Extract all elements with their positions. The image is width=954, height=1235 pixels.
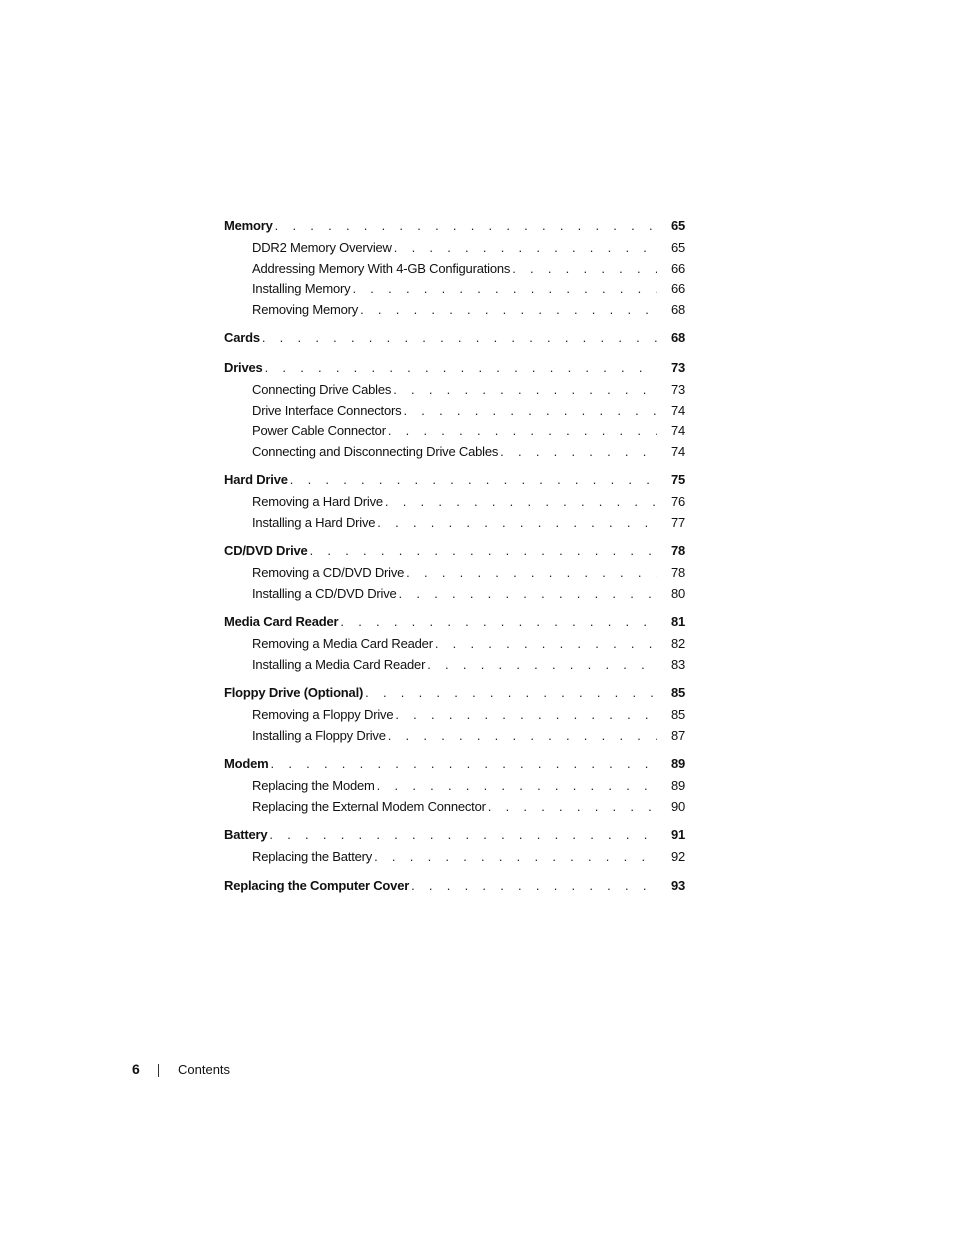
toc-subentry-page: 74 [670, 402, 685, 418]
toc-subentry-page: 73 [670, 382, 685, 397]
toc-subentry[interactable] [224, 281, 685, 302]
toc-entry-page: 85 [670, 685, 685, 700]
toc-subentry-title: Installing a Media Card Reader [252, 656, 426, 672]
dot-leader [310, 543, 657, 558]
toc-subentry[interactable] [224, 423, 685, 444]
dot-leader [275, 218, 657, 233]
toc-entry-page: 68 [670, 330, 685, 345]
toc-subentry[interactable] [224, 586, 685, 607]
toc-subentry-title: Replacing the Modem [252, 778, 375, 793]
toc-subentry[interactable] [224, 728, 685, 749]
toc-entry-media-card-reader[interactable] [224, 614, 685, 636]
toc-subentry[interactable] [224, 565, 685, 586]
toc-subentry-title: Installing a Hard Drive [252, 514, 376, 530]
dot-leader [262, 330, 657, 345]
toc-entry-modem[interactable] [224, 756, 685, 778]
dot-leader [500, 444, 657, 459]
toc-entry-title: Memory [224, 218, 273, 233]
toc-subentry-title: Replacing the Battery [252, 849, 373, 864]
toc-subentry-title: Removing Memory [252, 301, 359, 317]
toc-entry-title: Replacing the Computer Cover [224, 877, 410, 893]
toc-subentry[interactable] [224, 657, 685, 678]
dot-leader [435, 636, 657, 651]
toc-subentry-page: 80 [670, 585, 685, 601]
toc-subentry-page: 74 [670, 423, 685, 438]
toc-subentry[interactable] [224, 403, 685, 424]
dot-leader [388, 423, 657, 438]
toc-entry-page: 91 [670, 827, 685, 842]
toc-subentry-page: 83 [670, 656, 685, 672]
toc-subentry-title: Installing a Floppy Drive [252, 727, 386, 743]
toc-section [224, 878, 685, 900]
toc-entry-floppy-drive-optional[interactable] [224, 685, 685, 707]
toc-entry-page: 78 [670, 543, 685, 558]
toc-subentry-title: DDR2 Memory Overview [252, 240, 392, 255]
toc-entry-title: Hard Drive [224, 472, 288, 487]
toc-section [224, 218, 685, 322]
toc-subentry-title: Addressing Memory With 4-GB Configurations [252, 260, 511, 276]
toc-subentry-page: 77 [670, 514, 685, 530]
toc-entry-title: Cards [224, 330, 260, 345]
toc-subentry-page: 78 [670, 565, 685, 580]
toc-entry-page: 65 [670, 218, 685, 233]
dot-leader [290, 472, 657, 487]
toc-entry-battery[interactable] [224, 827, 685, 849]
dot-leader [377, 515, 657, 530]
dot-leader [411, 878, 657, 893]
toc-subentry-page: 85 [670, 707, 685, 722]
toc-subentry[interactable] [224, 261, 685, 282]
toc-entry-page: 73 [670, 360, 685, 375]
toc-subentry[interactable] [224, 240, 685, 261]
dot-leader [269, 827, 657, 842]
dot-leader [403, 403, 657, 418]
toc-section [224, 827, 685, 870]
footer-section-title: Contents [178, 1062, 231, 1077]
toc-subentry-page: 82 [670, 636, 685, 651]
toc-subentry[interactable] [224, 444, 685, 465]
toc-entry-title: Drives [224, 360, 263, 375]
toc-section [224, 360, 685, 464]
toc-subentry-title: Replacing the External Modem Connector [252, 798, 486, 814]
toc-section [224, 756, 685, 819]
dot-leader [352, 281, 657, 296]
toc-subentry-title: Connecting and Disconnecting Drive Cables [252, 443, 499, 459]
toc-entry-title: CD/DVD Drive [224, 543, 308, 558]
toc-subentry[interactable] [224, 302, 685, 323]
page-footer [132, 1061, 230, 1077]
toc-entry-memory[interactable] [224, 218, 685, 240]
toc-entry-page: 81 [670, 614, 685, 629]
toc-entry-cards[interactable] [224, 330, 685, 352]
toc-subentry-title: Installing a CD/DVD Drive [252, 585, 397, 601]
toc-subentry[interactable] [224, 494, 685, 515]
dot-leader [365, 685, 657, 700]
footer-divider [158, 1064, 159, 1077]
toc-subentry-page: 87 [670, 727, 685, 743]
dot-leader [406, 565, 657, 580]
footer-page-number: 6 [132, 1061, 140, 1077]
toc-subentry-page: 74 [670, 443, 685, 459]
toc-subentry-title: Removing a Hard Drive [252, 494, 383, 509]
dot-leader [394, 240, 657, 255]
toc-entry-hard-drive[interactable] [224, 472, 685, 494]
toc-section [224, 330, 685, 352]
toc-entry-page: 89 [670, 756, 685, 771]
toc-entry-cd-dvd-drive[interactable] [224, 543, 685, 565]
dot-leader [385, 494, 657, 509]
dot-leader [399, 586, 657, 601]
toc-entry-title: Modem [224, 756, 269, 771]
toc-subentry-page: 76 [670, 494, 685, 509]
dot-leader [265, 360, 657, 375]
toc-subentry[interactable] [224, 778, 685, 799]
toc-subentry[interactable] [224, 707, 685, 728]
toc-subentry-page: 89 [670, 778, 685, 793]
toc-section [224, 543, 685, 606]
toc-entry-title: Battery [224, 827, 268, 842]
toc-subentry-page: 66 [670, 260, 685, 276]
toc-entry-page: 75 [670, 472, 685, 487]
toc-subentry-title: Drive Interface Connectors [252, 402, 402, 418]
toc-section [224, 472, 685, 535]
toc-subentry-page: 66 [670, 281, 685, 296]
toc-subentry-page: 92 [670, 849, 685, 864]
toc-subentry-page: 65 [670, 240, 685, 255]
dot-leader [488, 799, 657, 814]
toc-entry-page: 93 [670, 877, 685, 893]
dot-leader [395, 707, 657, 722]
toc-subentry[interactable] [224, 849, 685, 870]
toc-subentry-title: Removing a Media Card Reader [252, 636, 433, 651]
dot-leader [512, 261, 657, 276]
toc-subentry-title: Removing a Floppy Drive [252, 707, 394, 722]
toc-subentry-title: Power Cable Connector [252, 423, 386, 438]
dot-leader [377, 778, 657, 793]
toc-entry-title: Floppy Drive (Optional) [224, 685, 364, 700]
dot-leader [340, 614, 657, 629]
toc-subentry[interactable] [224, 382, 685, 403]
toc-subentry-title: Connecting Drive Cables [252, 382, 392, 397]
toc-entry-replacing-the-computer-cover[interactable] [224, 878, 685, 900]
toc-entry-drives[interactable] [224, 360, 685, 382]
toc-entry-title: Media Card Reader [224, 614, 339, 629]
dot-leader [271, 756, 657, 771]
toc-subentry[interactable] [224, 799, 685, 820]
toc-section [224, 614, 685, 677]
toc-subentry-title: Installing Memory [252, 281, 351, 296]
toc-subentry-page: 90 [670, 798, 685, 814]
toc-subentry-title: Removing a CD/DVD Drive [252, 565, 405, 580]
dot-leader [374, 849, 657, 864]
table-of-contents [224, 218, 685, 908]
toc-subentry[interactable] [224, 515, 685, 536]
dot-leader [393, 382, 657, 397]
dot-leader [427, 657, 657, 672]
toc-section [224, 685, 685, 748]
toc-subentry[interactable] [224, 636, 685, 657]
dot-leader [388, 728, 657, 743]
toc-subentry-page: 68 [670, 301, 685, 317]
dot-leader [360, 302, 657, 317]
